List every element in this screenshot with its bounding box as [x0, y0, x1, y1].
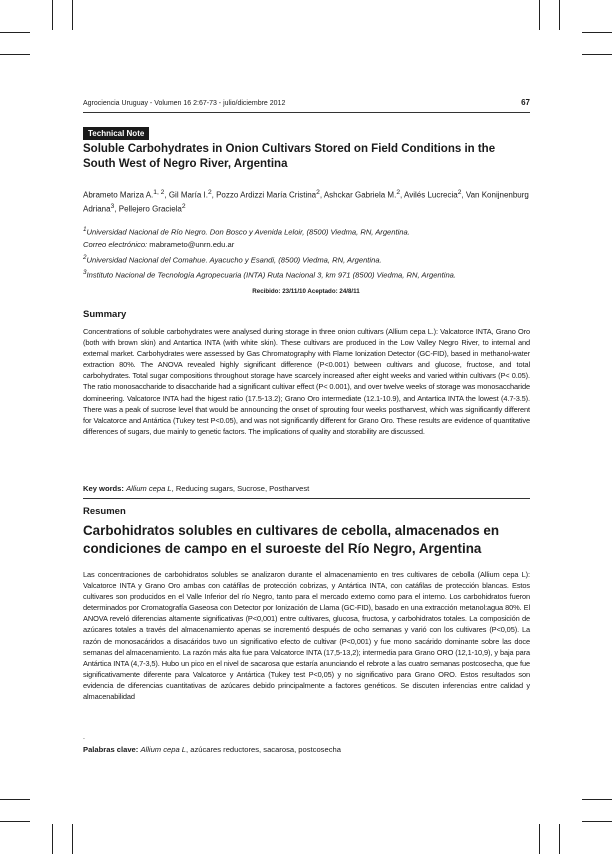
- received-accepted-dates: Recibido: 23/11/10 Aceptado: 24/8/11: [252, 288, 360, 295]
- author-name: Gil María I.: [168, 190, 208, 200]
- journal-citation: Agrociencia Uruguay - Volumen 16 2:67-73 - julio/diciembre 2012: [83, 100, 286, 107]
- summary-text: Concentrations of soluble carbohydrates were analysed during storage in three onion cultivars (Allium cepa L.): Valcatorce INTA, Grano Oro (both with brown skin) and Antartica INTA (with white skin). These cultivars are produced in the Low Valley Negro River, to internal and external market. Carbohydrates were assessed by Gas Chromatography with Flame Ionization Detector (GC-FID), based in methanol-water extraction 80%. The ANOVA revealed highly significant difference (P<0.001) between cultivars and glucose, fructose, and total carbohydrates. Total sugar compositions throughout storage have scarcely increased after eight weeks and varied within cultivars (P< 0.05). The ratio monosaccharide to disaccharide had a significant cultivar effect (P< 0.001), and over twelve weeks of storage was monosaccharide domineering. Valcatorce INTA had the higest ratio (17.5-13.2); Grano Oro intermediate (12.1-10.9), and Antartica INTA the lowest (4.7-3.5). There was a peak of sucrose level that would be announcing the onset of sprouting four weeks postharvest, which was significantly different for Valcatorce and Antártica (Tukey test P<0.05), and was not significantly different for Grano Oro. These results are evidence of quantitative differences of sugars, due mainly to genetic factors. The implications of quality and storability are discussed.: [83, 327, 530, 436]
- author-affil-sup: 2: [316, 189, 320, 196]
- resumen-text: Las concentraciones de carbohidratos solubles se analizaron durante el almacenamiento en tres cultivares de cebolla (Allium cepa L): Valcatorce INTA y Grano Oro ambas con catáfilas de protección cobrizas, y Antártica INTA, con catáfilas de protección blancas. Estos cultivares son producidos en el Valle Inferior del río Negro, tanto para el mercado externo como para el interno. Los carbohidratos fueron determinados por Cromatografía Gaseosa con Detector por Ionización de Llama (GC-FID), basado en una extracción metanol:agua 80%. El ANOVA reveló diferencias altamente significativas (P<0,001) entre cultivares, glucosa, fructosa, y carbohidratos totales. La composición de azúcares totales a través del almacenamiento apenas se incrementó después de ocho semanas y varió con los cultivares (P<0,05). La razón de monosacáridos a disacáridos tuvo un significativo efecto de cultivar (P<0,001) y fue mono sacárido dominante sobre las doce semanas del almacenamiento. La razón más alta fue para Valcatorce INTA (17,5-13,2); intermedia para Grano ORO (12,1-10,9), y baja para Antártica INTA (4,7-3,5). Hubo un pico en el nivel de sacarosa que estaría anunciando el rebrote a las cuatro semanas postcosecha, que fue significativamente diferente para Valcatorce y Antártica (Tukey test P<0,05) y no significativo para Grano ORO. Estos resultados son evidencia de diferencias cuantitativas de azúcares debido principalmente a factores genéticos. Se discuten inferencias entre calidad y almacenabilidad: [83, 570, 530, 702]
- author-name: Pozzo Ardizzi María Cristina: [216, 190, 317, 200]
- crop-mark: [0, 821, 30, 822]
- keywords-species: Allium cepa L: [140, 745, 187, 754]
- author-affil-sup: 3: [110, 202, 115, 210]
- author-affil-sup: 2: [396, 189, 401, 196]
- section-tag: Technical Note: [83, 127, 149, 140]
- affiliation-3: $^3$Instituto Nacional de Tecnología Agropecuaria (INTA) Ruta Nacional 3, km 971 (8500) Viedma, RN, Argentina.: [83, 268, 457, 280]
- header-rule: [83, 112, 530, 113]
- affiliation-2: $^2$Universidad Nacional del Comahue. Ayacucho y Esandi, (8500) Viedma, RN, Argentina.: [83, 253, 382, 265]
- crop-mark: [539, 0, 540, 30]
- stray-dot: .: [83, 734, 85, 741]
- author-affil-sup: 1, 2: [153, 189, 165, 196]
- crop-mark: [582, 799, 612, 800]
- crop-mark: [52, 0, 53, 30]
- keywords-label: Palabras clave:: [83, 745, 139, 754]
- running-header: [83, 98, 530, 110]
- crop-mark: [72, 824, 73, 854]
- crop-mark: [0, 32, 30, 33]
- affiliation-1: $^1$Universidad Nacional de Río Negro. Don Bosco y Avenida Leloir, (8500) Viedma, RN, Argentina.: [83, 226, 410, 237]
- keywords-en: [83, 484, 530, 493]
- author-affil-sup: 2: [457, 189, 462, 196]
- crop-mark: [0, 54, 30, 55]
- author-list: Abrameto Mariza A.$^{1, 2}$, Gil María I.$^2$, Pozzo Ardizzi María Cristina$^2$, Ashckar Gabriela M.$^2$, Avilés Lucrecia$^2$, Van Konijnenburg Adriana$^3$, Pellejero Graciela$^2$: [83, 189, 529, 214]
- email-link[interactable]: mabrameto@unrn.edu.ar: [149, 240, 235, 250]
- crop-mark: [582, 821, 612, 822]
- article-title: Soluble Carbohydrates in Onion Cultivars Stored on Field Conditions in the South West of Negro River, Argentina: [83, 143, 496, 170]
- author-affil-sup: 2: [207, 189, 212, 196]
- crop-mark: [559, 824, 560, 854]
- crop-mark: [52, 824, 53, 854]
- crop-mark: [72, 0, 73, 30]
- author-name: Pellejero Graciela: [118, 204, 182, 214]
- keywords-species: Allium cepa L: [126, 484, 172, 493]
- crop-mark: [0, 799, 30, 800]
- author-name: Van Konijnenburg Adriana: [83, 190, 529, 214]
- crop-mark: [539, 824, 540, 854]
- summary-heading: Summary: [83, 309, 127, 320]
- crop-mark: [582, 54, 612, 55]
- keywords-list: , Reducing sugars, Sucrose, Postharvest: [171, 484, 310, 493]
- author-affil-sup: 2: [181, 202, 186, 210]
- email-line: Correo electrónico: mabrameto@unrn.edu.ar: [83, 240, 235, 250]
- section-rule: [83, 498, 530, 499]
- page-number: 67: [521, 98, 530, 107]
- keywords-label: Key words:: [83, 484, 124, 493]
- keywords-list: , azúcares reductores, sacarosa, postcosecha: [186, 745, 341, 754]
- author-name: Avilés Lucrecia: [404, 190, 458, 200]
- author-name: Ashckar Gabriela M.: [323, 190, 397, 200]
- keywords-es: [83, 745, 530, 754]
- affiliations: [83, 224, 530, 282]
- crop-mark: [559, 0, 560, 30]
- crop-mark: [582, 32, 612, 33]
- resumen-title: Carbohidratos solubles en cultivares de cebolla, almacenados en condiciones de campo en el suroeste del Río Negro, Argentina: [83, 523, 499, 556]
- author-name: Abrameto Mariza A.: [83, 190, 154, 200]
- resumen-heading: Resumen: [83, 506, 126, 517]
